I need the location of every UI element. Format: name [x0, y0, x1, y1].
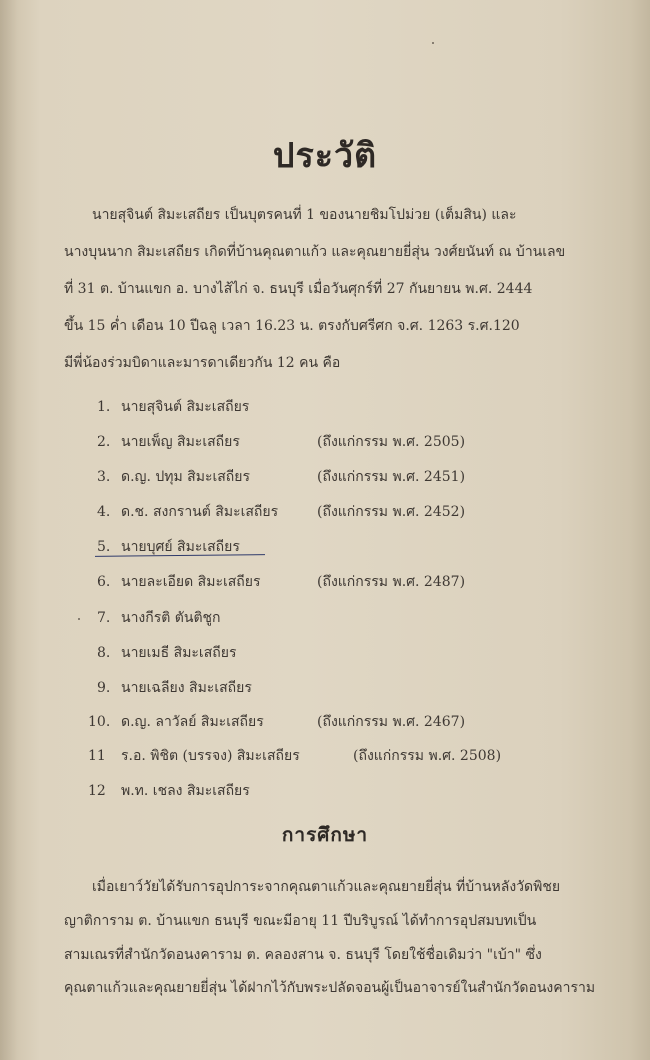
item-note: (ถึงแก่กรรม พ.ศ. 2467)	[317, 714, 466, 730]
list-item	[88, 711, 465, 733]
item-name: นางกีรติ ตันติชูก	[121, 610, 221, 626]
item-name: นายละเอียด สิมะเสถียร	[121, 574, 261, 590]
list-item	[97, 396, 317, 418]
item-note: (ถึงแก่กรรม พ.ศ. 2487)	[317, 574, 466, 590]
item-name: นายเฉลียง สิมะเสถียร	[121, 680, 252, 696]
paper-speck	[432, 42, 434, 44]
item-note: (ถึงแก่กรรม พ.ศ. 2451)	[317, 469, 466, 485]
list-item	[97, 571, 465, 593]
intro-line: ที่ 31 ต. บ้านแขก อ. บางไส้ไก่ จ. ธนบุรี เมื่อวันศุกร์ที่ 27 กันยายน พ.ศ. 2444	[64, 281, 533, 297]
intro-line: มีพี่น้องร่วมบิดาและมารดาเดียวกัน 12 คน คือ	[64, 355, 341, 371]
item-name: นายบุศย์ สิมะเสถียร	[121, 539, 240, 555]
education-line: เมื่อเยาว์วัยได้รับการอุปการะจากคุณตาแก้วและคุณยายยี่สุ่น ที่บ้านหลังวัดพิชย	[92, 879, 561, 895]
section-heading-education: การศึกษา	[281, 824, 369, 846]
paper-speck	[78, 618, 80, 620]
intro-line: นางบุนนาก สิมะเสถียร เกิดที่บ้านคุณตาแก้ว และคุณยายยี่สุ่น วงศ์ยนันท์ ณ บ้านเลข	[64, 244, 566, 260]
item-name: ร.อ. พิชิต (บรรจง) สิมะเสถียร	[121, 748, 300, 764]
list-item	[88, 780, 317, 802]
item-name: นายเมธี สิมะเสถียร	[121, 645, 237, 661]
intro-line: นายสุจินต์ สิมะเสถียร เป็นบุตรคนที่ 1 ของนายชิมโปม่วย (เต็มสิน) และ	[92, 207, 517, 223]
item-name: นายเพ็ญ สิมะเสถียร	[121, 434, 240, 450]
item-number: 11	[88, 748, 106, 764]
list-item	[97, 642, 317, 664]
list-item	[97, 501, 465, 523]
item-name: นายสุจินต์ สิมะเสถียร	[121, 399, 250, 415]
list-item	[88, 745, 501, 767]
item-number: 9.	[97, 680, 111, 696]
item-name: ด.ช. สงกรานต์ สิมะเสถียร	[121, 504, 279, 520]
item-note: (ถึงแก่กรรม พ.ศ. 2508)	[353, 748, 502, 764]
item-number: 5.	[97, 539, 111, 555]
list-item	[97, 466, 465, 488]
list-item	[97, 607, 317, 629]
item-number: 4.	[97, 504, 111, 520]
item-number: 8.	[97, 645, 111, 661]
education-line: สามเณรที่สำนักวัดอนงคาราม ต. คลองสาน จ. ธนบุรี โดยใช้ชื่อเดิมว่า "เบ้า" ซึ่ง	[64, 947, 542, 963]
education-line: คุณตาแก้วและคุณยายยี่สุ่น ได้ฝากไว้กับพระปลัดจอนผู้เป็นอาจารย์ในสำนักวัดอนงคาราม	[64, 980, 596, 996]
item-name: ด.ญ. ปทุม สิมะเสถียร	[121, 469, 250, 485]
item-note: (ถึงแก่กรรม พ.ศ. 2452)	[317, 504, 466, 520]
list-item	[97, 677, 317, 699]
item-number: 2.	[97, 434, 111, 450]
education-line: ญาติการาม ต. บ้านแขก ธนบุรี ขณะมีอายุ 11 ปีบริบูรณ์ ได้ทำการอุปสมบทเป็น	[64, 913, 537, 929]
item-number: 7.	[97, 610, 111, 626]
page-title: ประวัติ	[272, 136, 378, 176]
item-number: 10.	[88, 714, 111, 730]
item-note: (ถึงแก่กรรม พ.ศ. 2505)	[317, 434, 466, 450]
list-item	[97, 431, 465, 453]
item-name: ด.ญ. ลาวัลย์ สิมะเสถียร	[121, 714, 264, 730]
intro-line: ขึ้น 15 ค่ำ เดือน 10 ปีฉลู เวลา 16.23 น. ตรงกับศรีศก จ.ศ. 1263 ร.ศ.120	[64, 318, 520, 334]
item-name: พ.ท. เชลง สิมะเสถียร	[121, 783, 250, 799]
item-number: 1.	[97, 399, 111, 415]
item-number: 3.	[97, 469, 111, 485]
item-number: 12	[88, 783, 106, 799]
item-number: 6.	[97, 574, 111, 590]
